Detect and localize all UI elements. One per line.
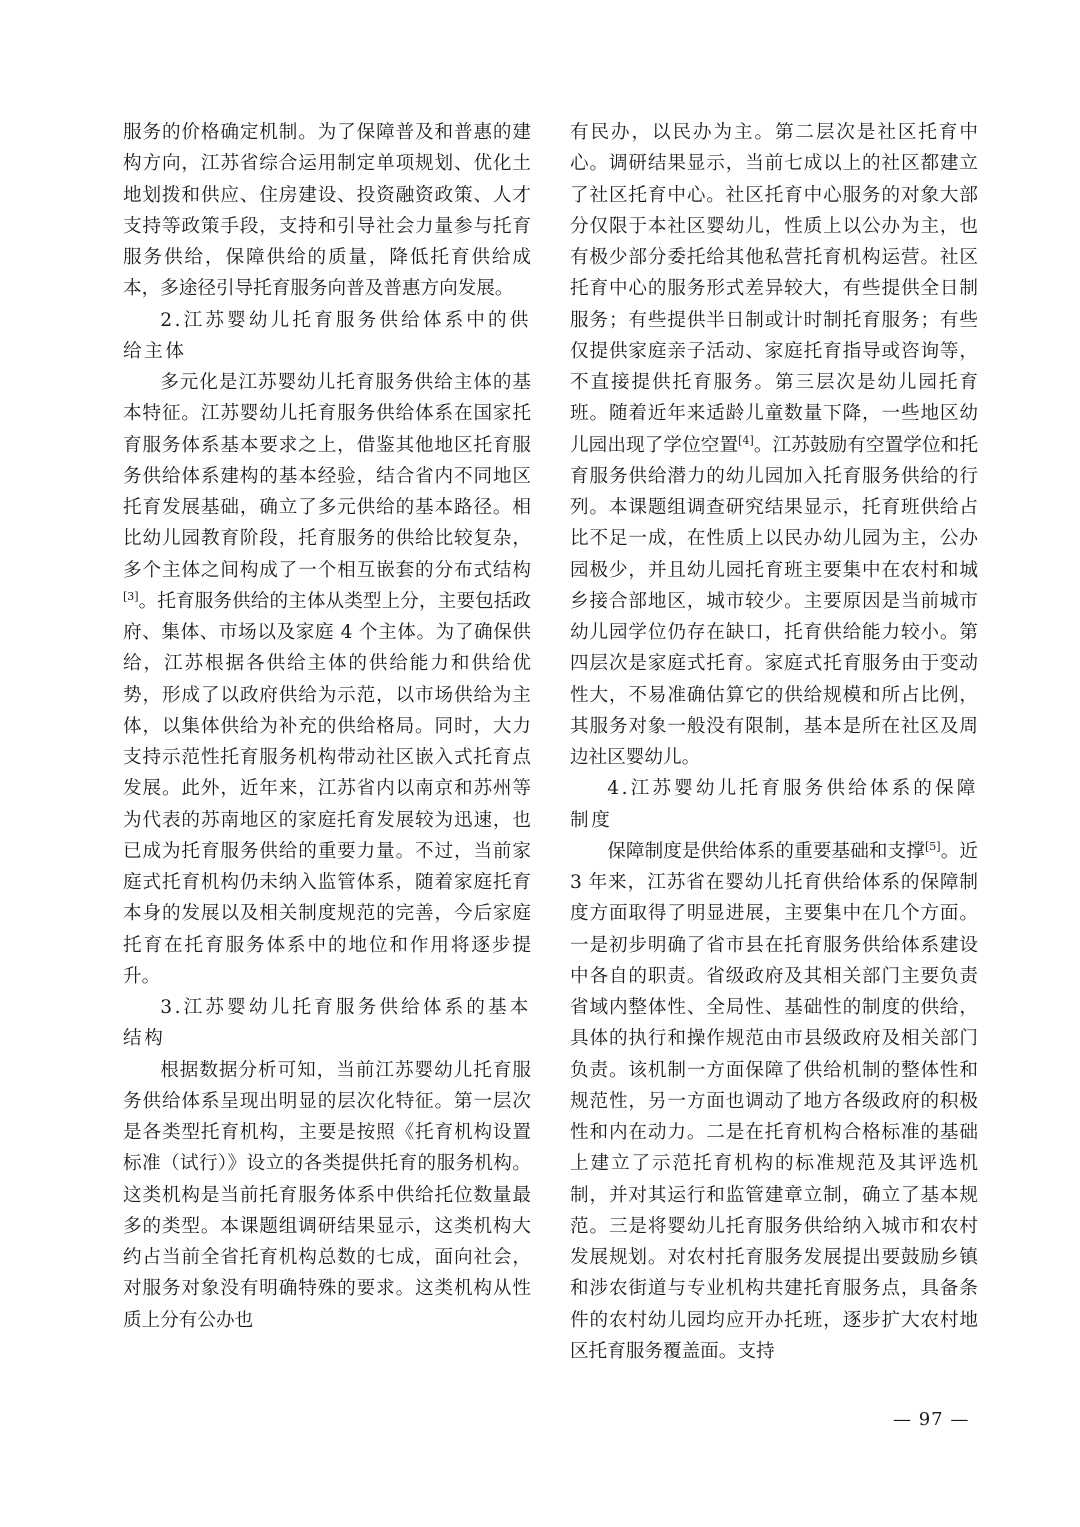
text-span: 多元化是江苏婴幼儿托育服务供给主体的基本特征。江苏婴幼儿托育服务供给体系在国家托育服务体系基本要求之上，借鉴其他地区托育服务供给体系建构的基本经验，结合省内不同地区托育发展基础，确立了多元供给的基本路径。相比幼儿园教育阶段，托育服务的供给比较复杂，多个主体之间构成了一个相互嵌套的分布式结构 [123,372,531,581]
citation-ref: [3] [123,589,139,603]
text-span: 。托育服务供给的主体从类型上分，主要包括政府、集体、市场以及家庭 4 个主体。为了确保供给，江苏根据各供给主体的供给能力和供给优势，形成了以政府供给为示范，以市场供给为主体，以集体供给为补充的供给格局。同时，大力支持示范性托育服务机构带动社区嵌入式托育点发展。此外，近年来，江苏省内以南京和苏州等为代表的苏南地区的家庭托育发展较为迅速，也已成为托育服务供给的重要力量。不过，当前家庭式托育机构仍未纳入监管体系，随着家庭托育本身的发展以及相关制度规范的完善，今后家庭托育在托育服务体系中的地位和作用将逐步提升。 [123,590,531,987]
text-span: 。江苏鼓励有空置学位和托育服务供给潜力的幼儿园加入托育服务供给的行列。本课题组调查研究结果显示，托育班供给占比不足一成，在性质上以民办幼儿园为主，公办园极少，并且幼儿园托育班主要集中在农村和城乡接合部地区，城市较少。主要原因是当前城市幼儿园学位仍存在缺口，托育供给能力较小。第四层次是家庭式托育。家庭式托育服务由于变动性大，不易准确估算它的供给规模和所占比例，其服务对象一般没有限制，基本是所在社区及周边社区婴幼儿。 [570,434,978,768]
paragraph-pricing: 服务的价格确定机制。为了保障普及和普惠的建构方向，江苏省综合运用制定单项规划、优化土地划拨和供应、住房建设、投资融资政策、人才支持等政策手段，支持和引导社会力量参与托育服务供给，保障供给的质量，降低托育供给成本，多途径引导托育服务向普及普惠方向发展。 [123,122,531,300]
text-span: 有民办，以民办为主。第二层次是社区托育中心。调研结果显示，当前七成以上的社区都建立了社区托育中心。社区托育中心服务的对象大部分仅限于本社区婴幼儿，性质上以公办为主，也有极少部分委托给其他私营托育机构运营。社区托育中心的服务形式差异较大，有些提供全日制服务；有些提供半日制或计时制托育服务；有些仅提供家庭亲子活动、家庭托育指导或咨询等，不直接提供托育服务。第三层次是幼儿园托育班。随着近年来适龄儿童数量下降，一些地区幼儿园出现了学位空置 [570,122,978,456]
right-column [570,117,978,1367]
section-heading-basic-structure: 3.江苏婴幼儿托育服务供给体系的基本结构 [123,997,531,1050]
section-heading-supply-subjects: 2.江苏婴幼儿托育服务供给体系中的供给主体 [123,309,531,362]
paragraph-basic-structure: 根据数据分析可知，当前江苏婴幼儿托育服务供给体系呈现出明显的层次化特征。第一层次是各类型托育机构，主要是按照《托育机构设置标准（试行）》设立的各类提供托育的服务机构。这类机构是当前托育服务体系中供给托位数量最多的类型。本课题组调研结果显示，这类机构大约占当前全省托育机构总数的七成，面向社会，对服务对象没有明确特殊的要求。这类机构从性质上分有公办也 [123,1059,531,1331]
left-column [123,117,531,1336]
section-heading-guarantee-system: 4.江苏婴幼儿托育服务供给体系的保障制度 [570,778,978,831]
citation-ref: [4] [738,433,754,447]
paragraph-levels [570,117,978,773]
paragraph-guarantee-system [570,836,978,1367]
text-span: 。近 3 年来，江苏省在婴幼儿托育供给体系的保障制度方面取得了明显进展，主要集中在几个方面。一是初步明确了省市县在托育服务供给体系建设中各自的职责。省级政府及其相关部门主要负责省域内整体性、全局性、基础性的制度的供给，具体的执行和操作规范由市县级政府及相关部门负责。该机制一方面保障了供给机制的整体性和规范性，另一方面也调动了地方各级政府的积极性和内在动力。二是在托育机构合格标准的基础上建立了示范托育机构的标准规范及其评选机制，并对其运行和监管建章立制，确立了基本规范。三是将婴幼儿托育服务供给纳入城市和农村发展规划。对农村托育服务发展提出要鼓励乡镇和涉农街道与专业机构共建托育服务点，具备条件的农村幼儿园均应开办托班，逐步扩大农村地区托育服务覆盖面。支持 [570,840,978,1362]
text-span: 保障制度是供给体系的重要基础和支撑 [607,840,925,862]
page-number: — 97 — [893,1409,970,1430]
citation-ref: [5] [925,839,941,853]
paragraph-supply-subjects [123,367,531,992]
